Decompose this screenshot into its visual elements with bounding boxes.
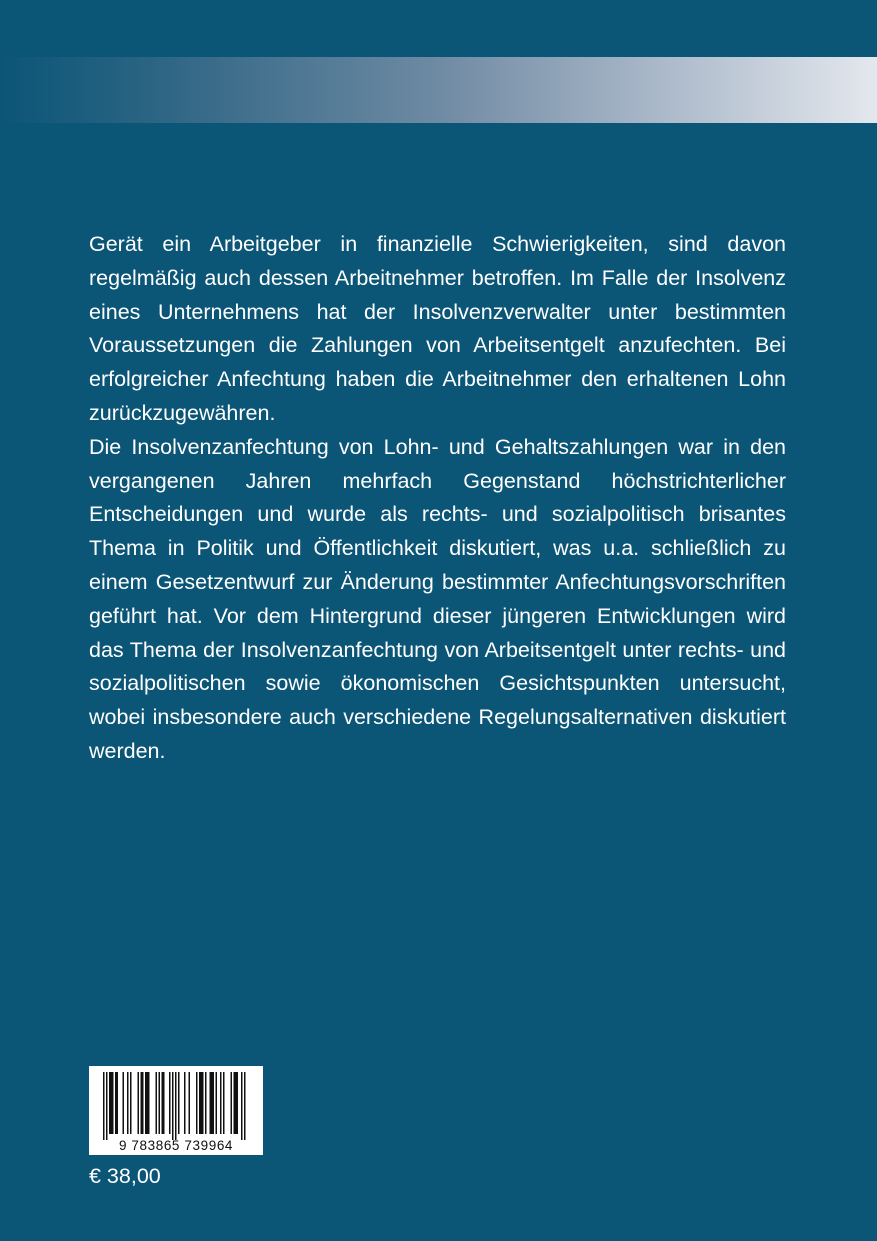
barcode-bar (145, 1072, 147, 1134)
barcode-bar (142, 1072, 144, 1134)
back-cover-blurb (89, 228, 786, 769)
price-label: € 38,00 (89, 1164, 161, 1188)
barcode-bar (213, 1072, 215, 1134)
barcode-bar (189, 1072, 191, 1134)
barcode-bar (112, 1072, 114, 1134)
barcode-bar (231, 1072, 233, 1134)
barcode-bar (220, 1072, 222, 1134)
barcode-bar (175, 1072, 177, 1140)
barcode-bar (156, 1072, 158, 1134)
barcode-bar (196, 1072, 198, 1134)
barcode-bar (148, 1072, 150, 1134)
barcode-bar (103, 1072, 105, 1140)
barcode-bar (111, 1072, 113, 1134)
barcode-bar (234, 1072, 236, 1134)
barcode-bar (159, 1072, 161, 1134)
barcode-bar (241, 1072, 243, 1140)
barcode-bar (235, 1072, 237, 1134)
barcode-bar (130, 1072, 132, 1134)
barcode-bar (109, 1072, 111, 1134)
header-gradient-band (0, 57, 877, 123)
barcode-bar (237, 1072, 239, 1134)
barcode-bar (201, 1072, 203, 1134)
barcode-bar (106, 1072, 108, 1140)
barcode-bar (115, 1072, 117, 1134)
barcode-bar (211, 1072, 213, 1134)
barcode-bar (223, 1072, 225, 1134)
barcode-bar (244, 1072, 246, 1140)
barcode-bar (147, 1072, 149, 1134)
isbn-barcode (89, 1066, 263, 1155)
barcode-bar (178, 1072, 180, 1134)
barcode-bar (169, 1072, 171, 1134)
barcode-bar (199, 1072, 201, 1134)
barcode-bar (141, 1072, 143, 1134)
barcode-bar (205, 1072, 207, 1134)
isbn-number: 9 783865 739964 (118, 1138, 234, 1153)
barcode-bar (162, 1072, 164, 1134)
barcode-bar (127, 1072, 129, 1134)
barcode-bar (172, 1072, 174, 1140)
barcode-bar (202, 1072, 204, 1134)
blurb-paragraph-1: Gerät ein Arbeitgeber in finanzielle Schwierigkeiten, sind davon regelmäßig auch dessen Arbeitnehmer betroffen. Im Falle der Insolvenz eines Unternehmens hat der Insolvenzverwalter unter bestimmten Voraussetzungen die Zahlungen von Arbeitsentgelt anzufechten. Bei erfolgreicher Anfechtung haben die Arbeitnehmer den erhaltenen Lohn zurückzugewähren. (89, 232, 786, 425)
barcode-bar (216, 1072, 218, 1134)
barcode-bar (210, 1072, 212, 1134)
barcode-bar (123, 1072, 125, 1134)
barcode-bar (138, 1072, 140, 1134)
barcode-bar (117, 1072, 119, 1134)
barcode-bar (184, 1072, 186, 1134)
barcode-bar (163, 1072, 165, 1134)
blurb-paragraph-2: Die Insolvenzanfechtung von Lohn- und Gehaltszahlungen war in den vergangenen Jahren mehrfach Gegenstand höchstrichterlicher Entscheidungen und wurde als rechts- und sozialpolitisch brisantes Thema in Politik und Öffentlichkeit diskutiert, was u.a. schließlich zu einem Gesetzentwurf zur Änderung bestimmter Anfechtungsvorschriften geführt hat. Vor dem Hintergrund dieser jüngeren Entwicklungen wird das Thema der Insolvenzanfechtung von Arbeitsentgelt unter rechts- und sozialpolitischen sowie ökonomischen Gesichtspunkten untersucht, wobei insbesondere auch verschiedene Regelungsalternativen diskutiert werden. (89, 434, 786, 763)
